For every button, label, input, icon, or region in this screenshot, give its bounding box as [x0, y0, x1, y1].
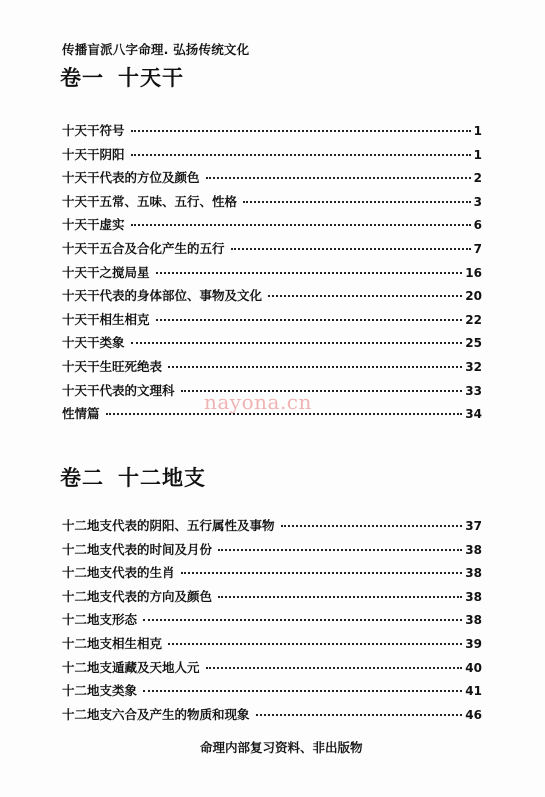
page-footer: 命理内部复习资料、非出版物	[200, 740, 363, 755]
toc-entry-page: 6	[473, 218, 482, 233]
toc-entry-label: 十二地支代表的时间及月份	[62, 541, 213, 557]
toc-entry-label: 十天干五常、五味、五行、性格	[62, 193, 238, 209]
toc-leader-dots	[168, 643, 462, 645]
toc-entry-page: 34	[465, 407, 482, 422]
toc-entry-label: 十二地支类象	[62, 683, 138, 699]
toc-entry[interactable]	[62, 310, 482, 334]
toc-leader-dots	[143, 619, 462, 621]
toc-entry-label: 十天干代表的身体部位、事物及文化	[62, 288, 263, 304]
section-name-label: 十二地支	[118, 466, 206, 490]
toc-entry-label: 十天干相生相克	[62, 311, 150, 327]
toc-entry-page: 46	[465, 707, 482, 722]
section-name-label: 十天干	[118, 66, 184, 90]
page-header: 传播盲派八字命理. 弘扬传统文化	[62, 42, 250, 57]
toc-leader-dots	[181, 572, 463, 574]
toc-entry-label: 十天干阴阳	[62, 146, 125, 162]
toc-entry-page: 25	[465, 336, 482, 351]
toc-entry-page: 33	[465, 383, 482, 398]
toc-leader-dots	[143, 690, 462, 692]
toc-entry[interactable]	[62, 263, 482, 287]
toc-entry-label: 性情篇	[62, 406, 100, 422]
toc-leader-dots	[268, 295, 462, 297]
toc-entry-page: 22	[465, 312, 482, 327]
toc-entry[interactable]	[62, 587, 482, 611]
toc-entry-label: 十二地支代表的阴阳、五行属性及事物	[62, 518, 275, 533]
toc-entry-page: 37	[465, 519, 482, 533]
toc-leader-dots	[218, 596, 462, 598]
toc-entry-label: 十天干符号	[62, 123, 125, 138]
toc-entry-label: 十天干类象	[62, 335, 125, 351]
toc-entry-label: 十天干五合及合化产生的五行	[62, 240, 225, 256]
toc-entry-label: 十二地支相生相克	[62, 635, 163, 651]
toc-entry-page: 7	[473, 241, 482, 256]
toc-entry-label: 十天干代表的方位及颜色	[62, 170, 200, 186]
toc-leader-dots	[218, 549, 462, 551]
toc-entry[interactable]	[62, 610, 482, 634]
toc-entry-page: 1	[473, 147, 482, 162]
toc-leader-dots	[131, 154, 471, 156]
toc-entry[interactable]	[62, 215, 482, 239]
toc-entry-page: 38	[465, 589, 482, 604]
toc-entry[interactable]	[62, 333, 482, 357]
watermark-text: nayona.cn	[204, 390, 312, 414]
toc-entry-page: 1	[473, 124, 482, 138]
toc-leader-dots	[206, 667, 463, 669]
toc-leader-dots	[231, 248, 471, 250]
toc-entry[interactable]	[62, 145, 482, 169]
toc-entry[interactable]	[62, 121, 482, 145]
toc-leader-dots	[156, 319, 463, 321]
toc-entry-page: 2	[473, 171, 482, 186]
toc-entry-label: 十二地支遁藏及天地人元	[62, 659, 200, 675]
toc-entry-page: 38	[465, 566, 482, 581]
toc-entry-page: 38	[465, 613, 482, 628]
toc-leader-dots	[131, 224, 471, 226]
toc-entry-page: 40	[465, 660, 482, 675]
toc-entry-page: 32	[465, 359, 482, 374]
section-volume-label: 卷一	[60, 66, 104, 90]
toc-leader-dots	[131, 342, 463, 344]
toc-leader-dots	[131, 130, 471, 132]
toc-entry[interactable]	[62, 168, 482, 192]
toc-leader-dots	[206, 177, 471, 179]
section-volume-label: 卷二	[60, 466, 104, 490]
toc-leader-dots	[168, 366, 462, 368]
toc-entry[interactable]	[62, 192, 482, 216]
toc-entry-page: 3	[473, 194, 482, 209]
toc-leader-dots	[243, 201, 471, 203]
toc-entry-page: 41	[465, 684, 482, 699]
toc-entry[interactable]	[62, 357, 482, 381]
toc-entry-label: 十天干虚实	[62, 217, 125, 233]
toc-entry-label: 十天干代表的文理科	[62, 382, 175, 398]
toc-leader-dots	[281, 525, 463, 527]
section-title-2	[60, 462, 206, 492]
toc-entry-label: 十二地支代表的生肖	[62, 565, 175, 581]
toc-entry[interactable]	[62, 286, 482, 310]
toc-entry-page: 38	[465, 542, 482, 557]
toc-entry-label: 十天干之搅局星	[62, 264, 150, 280]
toc-entry[interactable]	[62, 634, 482, 658]
toc-entry-label: 十二地支形态	[62, 612, 138, 628]
toc-entry[interactable]	[62, 516, 482, 540]
toc-list-section-2	[62, 516, 482, 728]
toc-entry-page: 16	[465, 265, 482, 280]
toc-entry[interactable]	[62, 239, 482, 263]
toc-leader-dots	[156, 272, 463, 274]
toc-entry-label: 十天干生旺死绝表	[62, 358, 163, 374]
toc-entry[interactable]	[62, 681, 482, 705]
toc-entry-label: 十二地支六合及产生的物质和现象	[62, 706, 250, 722]
toc-entry-label: 十二地支代表的方向及颜色	[62, 588, 213, 604]
toc-entry[interactable]	[62, 705, 482, 729]
toc-entry-page: 39	[465, 636, 482, 651]
toc-entry[interactable]	[62, 563, 482, 587]
toc-entry-page: 20	[465, 289, 482, 304]
toc-entry[interactable]	[62, 658, 482, 682]
toc-leader-dots	[256, 714, 463, 716]
section-title-1	[60, 62, 184, 92]
toc-list-section-1	[62, 121, 482, 428]
toc-entry[interactable]	[62, 540, 482, 564]
